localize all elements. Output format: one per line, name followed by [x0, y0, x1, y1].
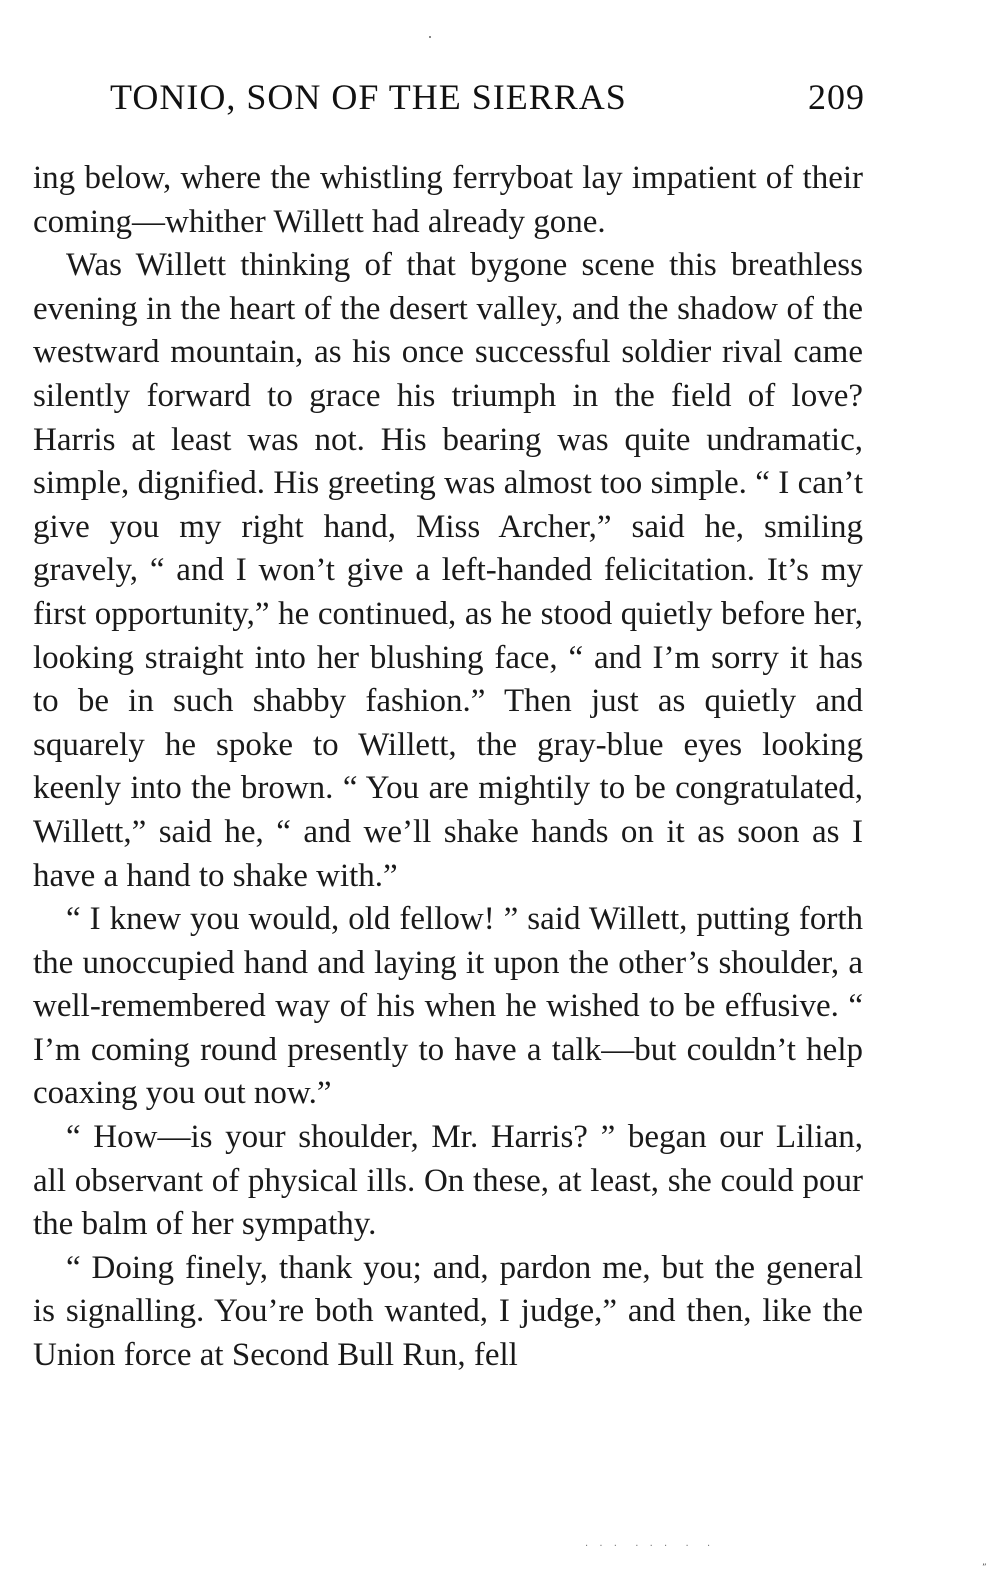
body-text [33, 157, 863, 1378]
page-number: 209 [808, 77, 865, 117]
paragraph: “ Doing finely, thank you; and, pardon me, but the general is signalling. You’re both wanted, I judge,” and then, like the Union force at Second Bull Run, fell [33, 1249, 863, 1374]
paragraph: “ I knew you would, old fellow! ” said Willett, putting forth the unoccupied hand and laying it upon the other’s shoulder, a well-remembered way of his when he wished to be effusive. “ I’m coming round presently to have a talk—but couldn’t help coaxing you out now.” [33, 901, 863, 1112]
running-title: TONIO, SON OF THE SIERRAS [110, 77, 627, 117]
paragraph: Was Willett thinking of that bygone scene this breathless evening in the heart of the desert valley, and the shadow of the westward mountain, as his once successful soldier rival came silently forward to grace his triumph in the field of love? Harris at least was not. His bearing was quite undramatic, simple, dignified. His greeting was almost too simple. “ I can’t give you my right hand, Miss Archer,” said he, smiling gravely, “ and I won’t give a left-handed felicitation. It’s my first opportunity,” he continued, as he stood quietly before her, looking straight into her blushing face, “ and I’m sorry it has to be in such shabby fashion.” Then just as quietly and squarely he spoke to Willett, the gray-blue eyes looking keenly into the brown. “ You are mightily to be congratulated, Willett,” said he, “ and we’ll shake hands on it as soon as I have a hand to shake with.” [33, 247, 863, 894]
paragraph: “ How—is your shoulder, Mr. Harris? ” began our Lilian, all observant of physical ills. On these, at least, she could pour the balm of her sympathy. [33, 1119, 863, 1243]
scan-artifact-dots: · · · · · · · · [585, 1541, 715, 1552]
paragraph-continuation: ing below, where the whistling ferryboat lay impatient of their coming—whither Willett had already gone. [33, 160, 863, 240]
scan-corner-mark: ” [982, 1563, 987, 1573]
scan-speck [429, 36, 431, 38]
page-header [110, 72, 865, 122]
